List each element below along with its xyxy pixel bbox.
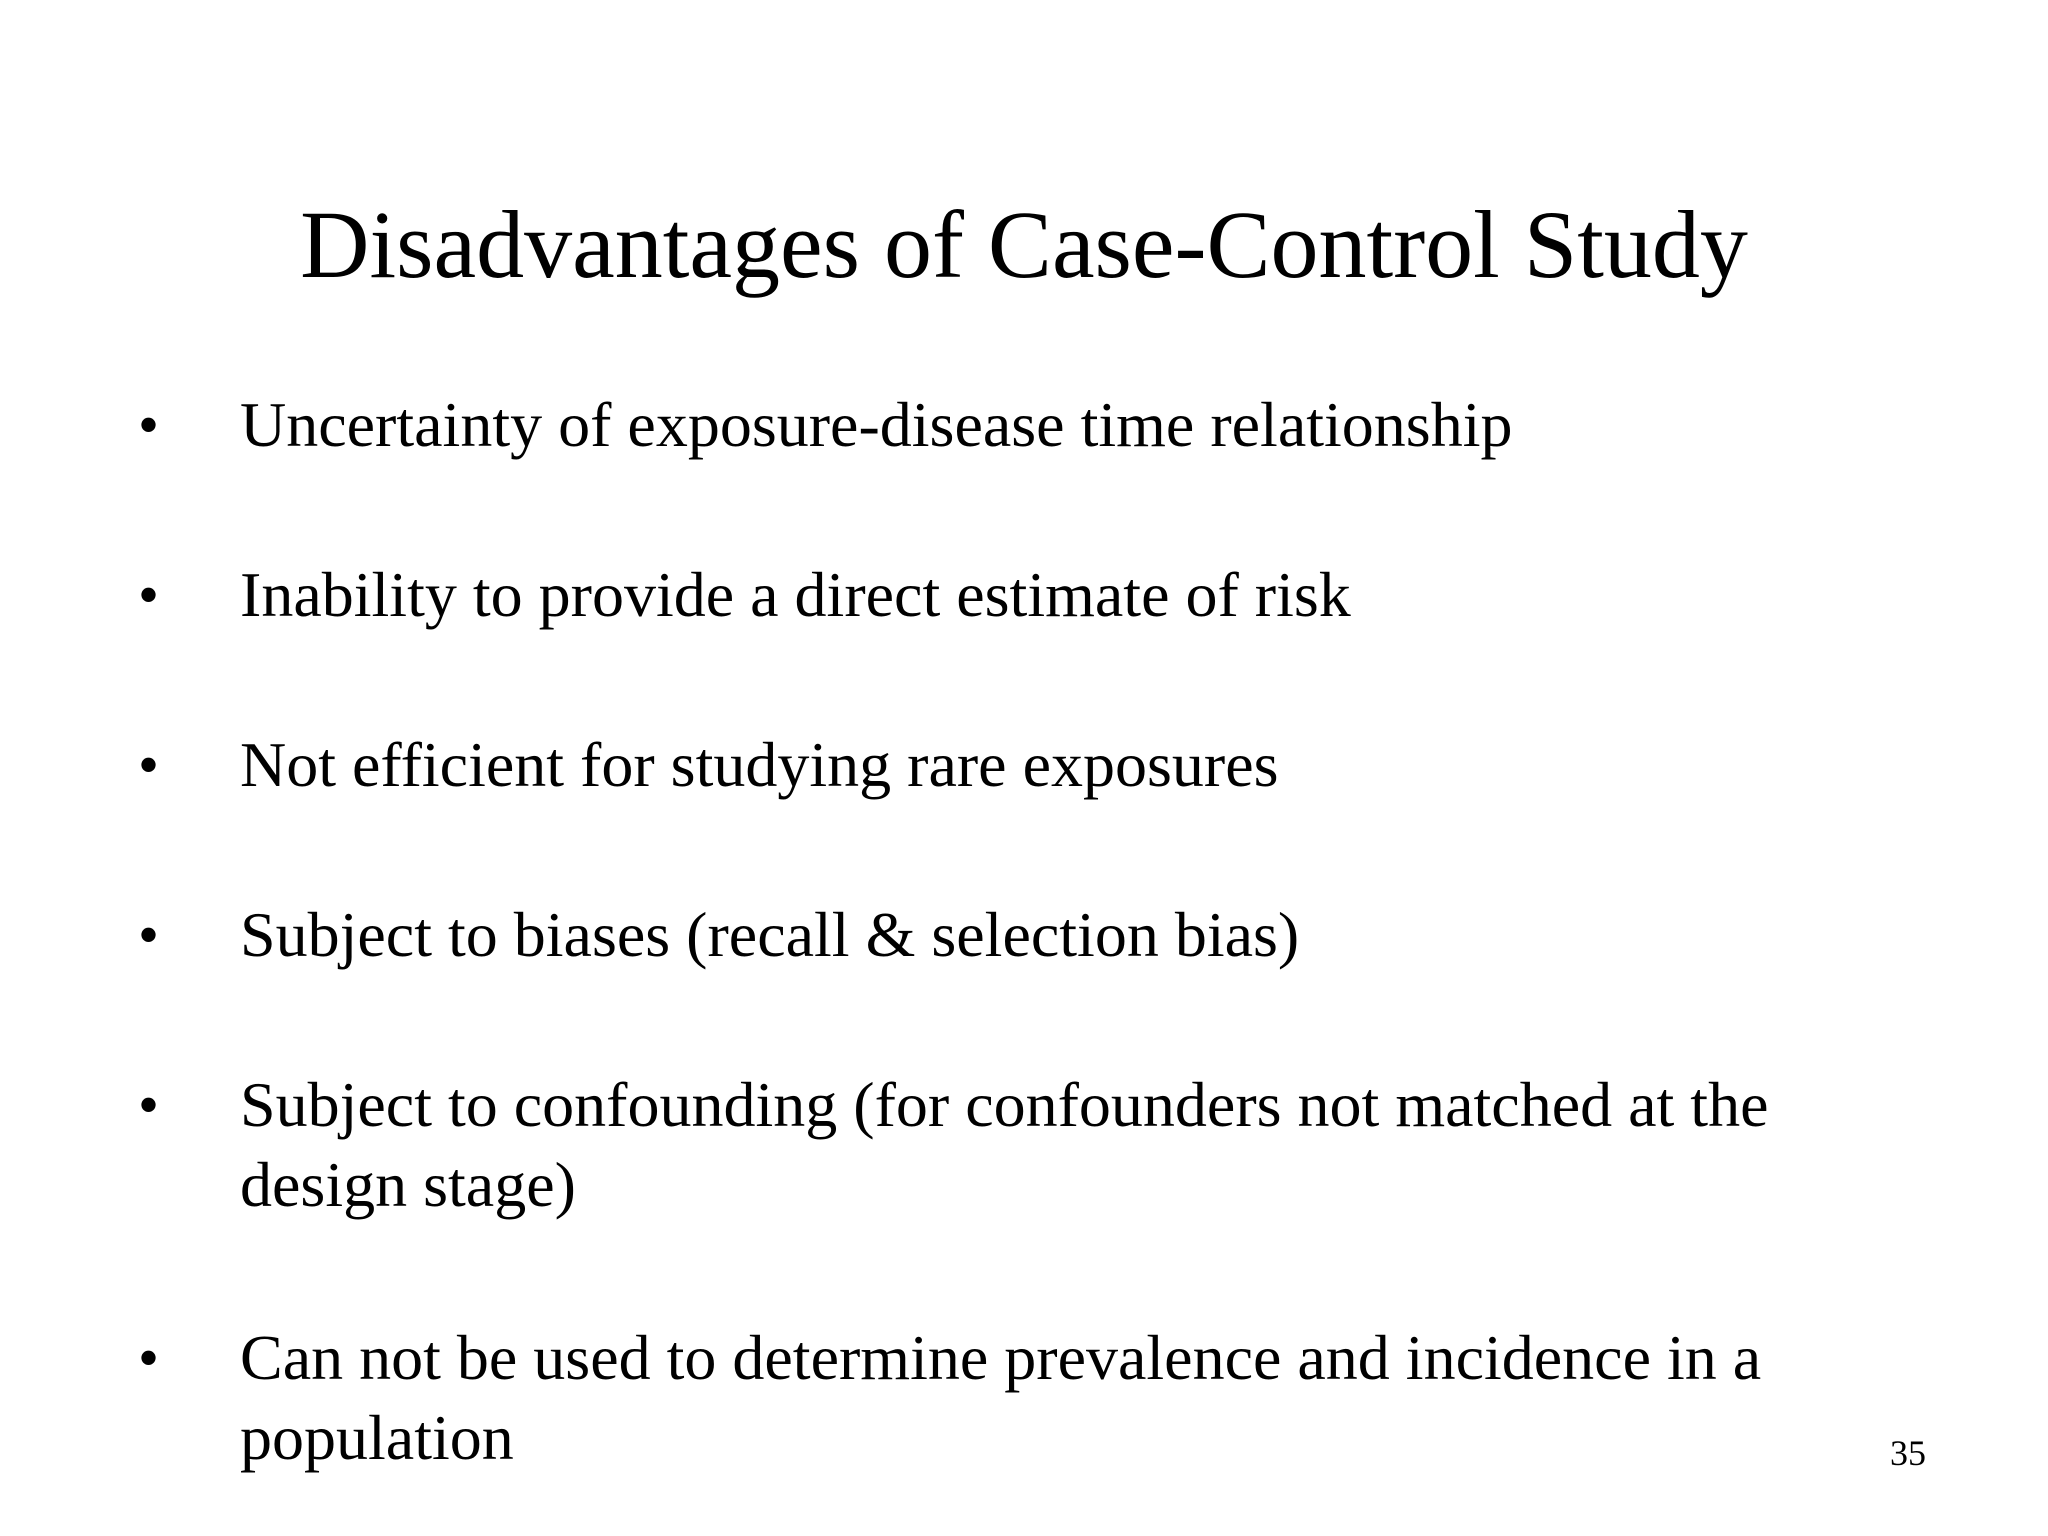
bullet-text: Subject to confounding (for confounders not matched at the design stage) (240, 1069, 1769, 1220)
slide-number: 35 (1890, 1433, 1926, 1473)
bullet-text: Subject to biases (recall & selection bias) (240, 899, 1300, 970)
slide-title: Disadvantages of Case-Control Study (300, 191, 1748, 298)
bullet-text: Inability to provide a direct estimate of risk (240, 559, 1351, 630)
bullet-text: Not efficient for studying rare exposures (240, 729, 1279, 800)
bullet-icon: • (138, 562, 160, 628)
bullet-icon: • (138, 902, 160, 968)
bullet-icon: • (138, 1072, 160, 1138)
bullet-text: Uncertainty of exposure-disease time relationship (240, 389, 1513, 460)
bullet-text: Can not be used to determine prevalence and incidence in a population (240, 1322, 1762, 1473)
bullet-icon: • (138, 1325, 160, 1391)
bullet-icon: • (138, 732, 160, 798)
bullet-icon: • (138, 392, 160, 458)
